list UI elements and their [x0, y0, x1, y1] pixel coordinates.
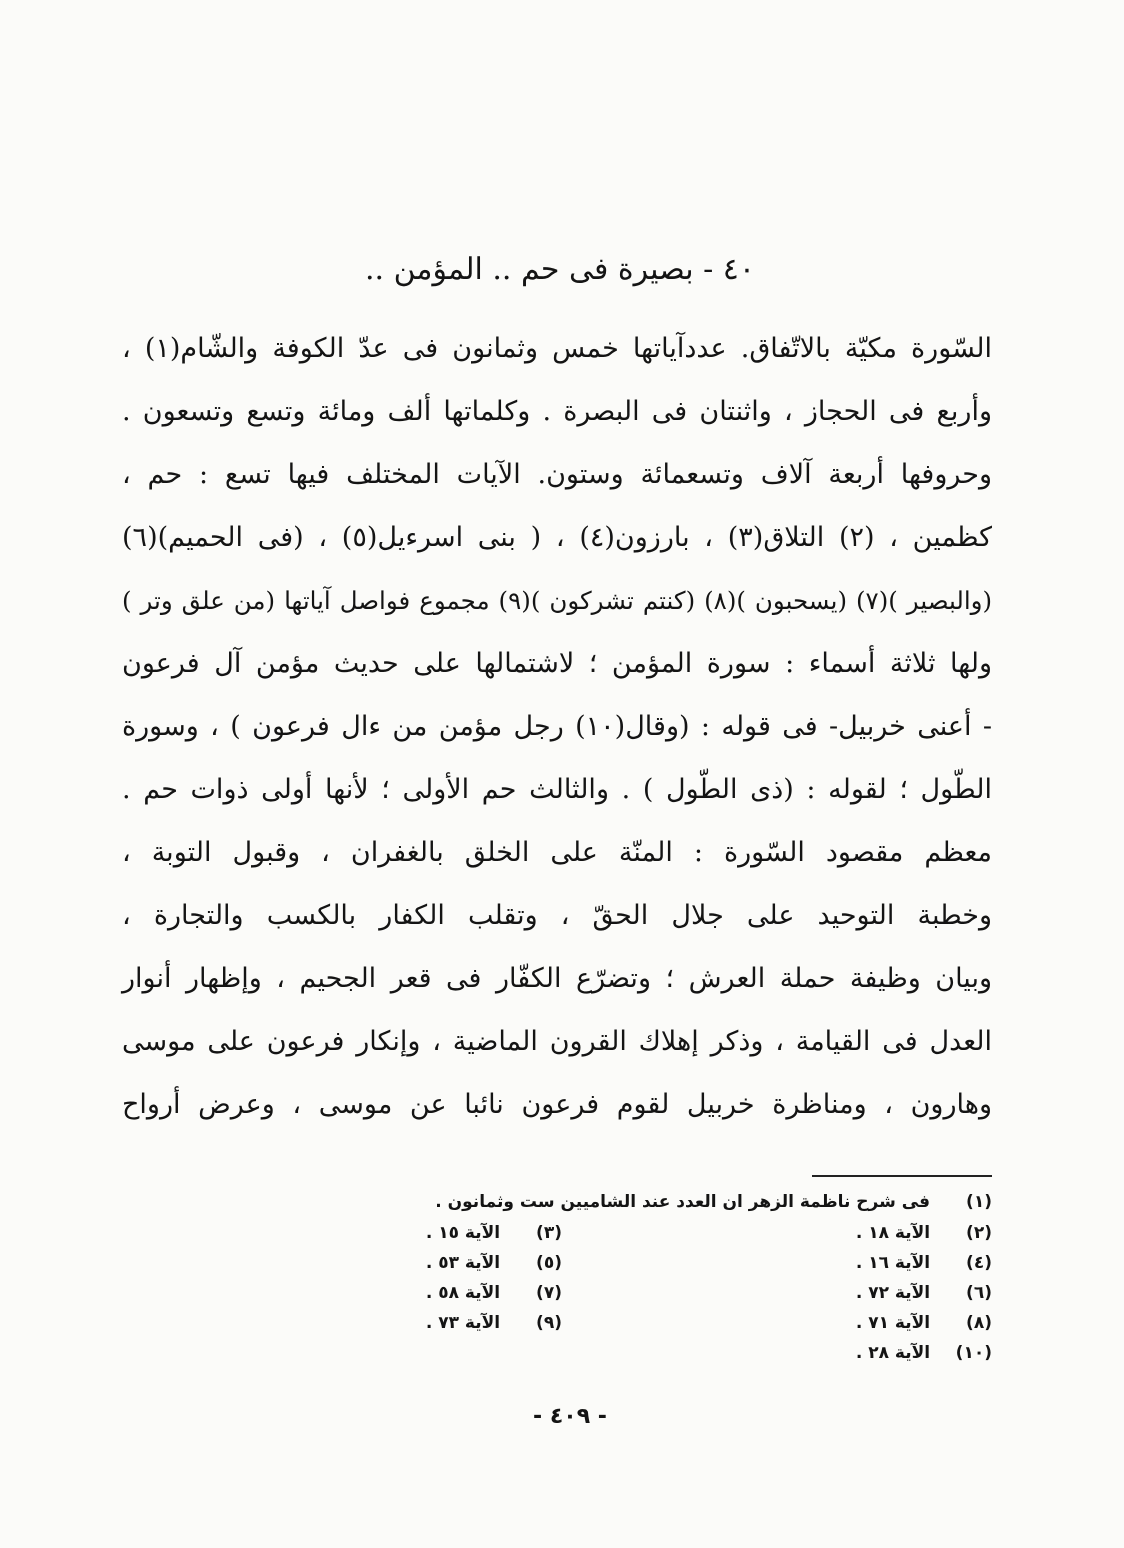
- body-line: (والبصير )(٧) (يسحبون )(٨) (كنتم تشركون )(٩) مجموع فواصل آياتها (من علق وتر ): [122, 586, 993, 615]
- body-line: السّورة مكيّة بالاتّفاق. عددآياتها خمس وثمانون فى عدّ الكوفة والشّام(١) ،: [122, 333, 992, 364]
- footnote-text: فى شرح ناظمة الزهر ان العدد عند الشاميين ست وثمانون .: [435, 1192, 931, 1212]
- body-line: كظمين ، (٢) التلاق(٣) ، بارزون(٤) ، ( بنى اسرءيل(٥) ، (فى الحميم)(٦): [122, 522, 992, 553]
- footnote-text: الآية ٥٣ .: [425, 1253, 501, 1273]
- body-line: وأربع فى الحجاز ، واثنتان فى البصرة . وكلماتها ألف ومائة وتسع وتسعون .: [122, 396, 992, 427]
- footnote-number: (٤): [966, 1253, 992, 1273]
- body-line: الطّول ؛ لقوله : (ذى الطّول ) . والثالث حم الأولى ؛ لأنها أولى ذوات حم .: [122, 774, 992, 805]
- footnote-number: (٧): [536, 1283, 562, 1303]
- footnote-text: الآية ٧٢ .: [855, 1283, 931, 1303]
- footnote-text: الآية ١٦ .: [855, 1253, 931, 1273]
- footnote: [562, 1248, 992, 1278]
- footnote-number: (١): [966, 1192, 992, 1212]
- footnote-number: (٨): [966, 1313, 992, 1333]
- footnote-text: الآية ١٥ .: [425, 1223, 501, 1243]
- footnote-row: [122, 1218, 992, 1248]
- footnotes: [122, 1190, 992, 1368]
- footnote-text: الآية ٧١ .: [855, 1313, 931, 1333]
- footnote-text: الآية ١٨ .: [855, 1223, 931, 1243]
- body-line: وبيان وظيفة حملة العرش ؛ وتضرّع الكفّار فى قعر الجحيم ، وإظهار أنوار: [122, 963, 992, 994]
- footnote: [562, 1218, 992, 1248]
- footnote-row: [122, 1248, 992, 1278]
- footnote: [562, 1308, 992, 1338]
- footnote-row: [122, 1278, 992, 1308]
- footnote-row: [122, 1338, 992, 1368]
- body-line: ولها ثلاثة أسماء : سورة المؤمن ؛ لاشتمالها على حديث مؤمن آل فرعون: [122, 648, 992, 679]
- footnote: [562, 1278, 992, 1308]
- footnote: [132, 1248, 562, 1278]
- page-number: - ٤٠٩ -: [533, 1404, 607, 1429]
- footnote-text: الآية ٢٨ .: [855, 1343, 931, 1363]
- body-line: العدل فى القيامة ، وذكر إهلاك القرون الماضية ، وإنكار فرعون على موسى: [122, 1026, 992, 1057]
- body-line: - أعنى خربيل- فى قوله : (وقال(١٠) رجل مؤمن من ءال فرعون ) ، وسورة: [122, 711, 992, 742]
- page-heading: ٤٠ - بصيرة فى حم .. المؤمن ..: [364, 252, 756, 287]
- body-text: [122, 330, 992, 1149]
- body-line: معظم مقصود السّورة : المنّة على الخلق بالغفران ، وقبول التوبة ،: [122, 837, 992, 868]
- footnote: [122, 1190, 992, 1214]
- footnote: [562, 1338, 992, 1368]
- footnote-number: (٥): [536, 1253, 562, 1273]
- footnote-divider: [812, 1175, 992, 1177]
- footnote-row: [122, 1308, 992, 1338]
- footnote-number: (٩): [536, 1313, 562, 1333]
- footnote: [132, 1278, 562, 1308]
- body-line: وخطبة التوحيد على جلال الحقّ ، وتقلب الكفار بالكسب والتجارة ،: [122, 900, 992, 931]
- footnote: [132, 1218, 562, 1248]
- body-line: وحروفها أربعة آلاف وتسعمائة وستون. الآيات المختلف فيها تسع : حم ،: [122, 459, 992, 490]
- footnote: [132, 1308, 562, 1338]
- footnote-number: (٣): [536, 1223, 562, 1243]
- footnote-text: الآية ٥٨ .: [425, 1283, 501, 1303]
- body-line: وهارون ، ومناظرة خربيل لقوم فرعون نائبا عن موسى ، وعرض أرواح: [122, 1089, 992, 1120]
- footnote-number: (٢): [966, 1223, 992, 1243]
- footnote-number: (١٠): [955, 1343, 992, 1363]
- footnote-text: الآية ٧٣ .: [425, 1313, 501, 1333]
- footnote-number: (٦): [966, 1283, 992, 1303]
